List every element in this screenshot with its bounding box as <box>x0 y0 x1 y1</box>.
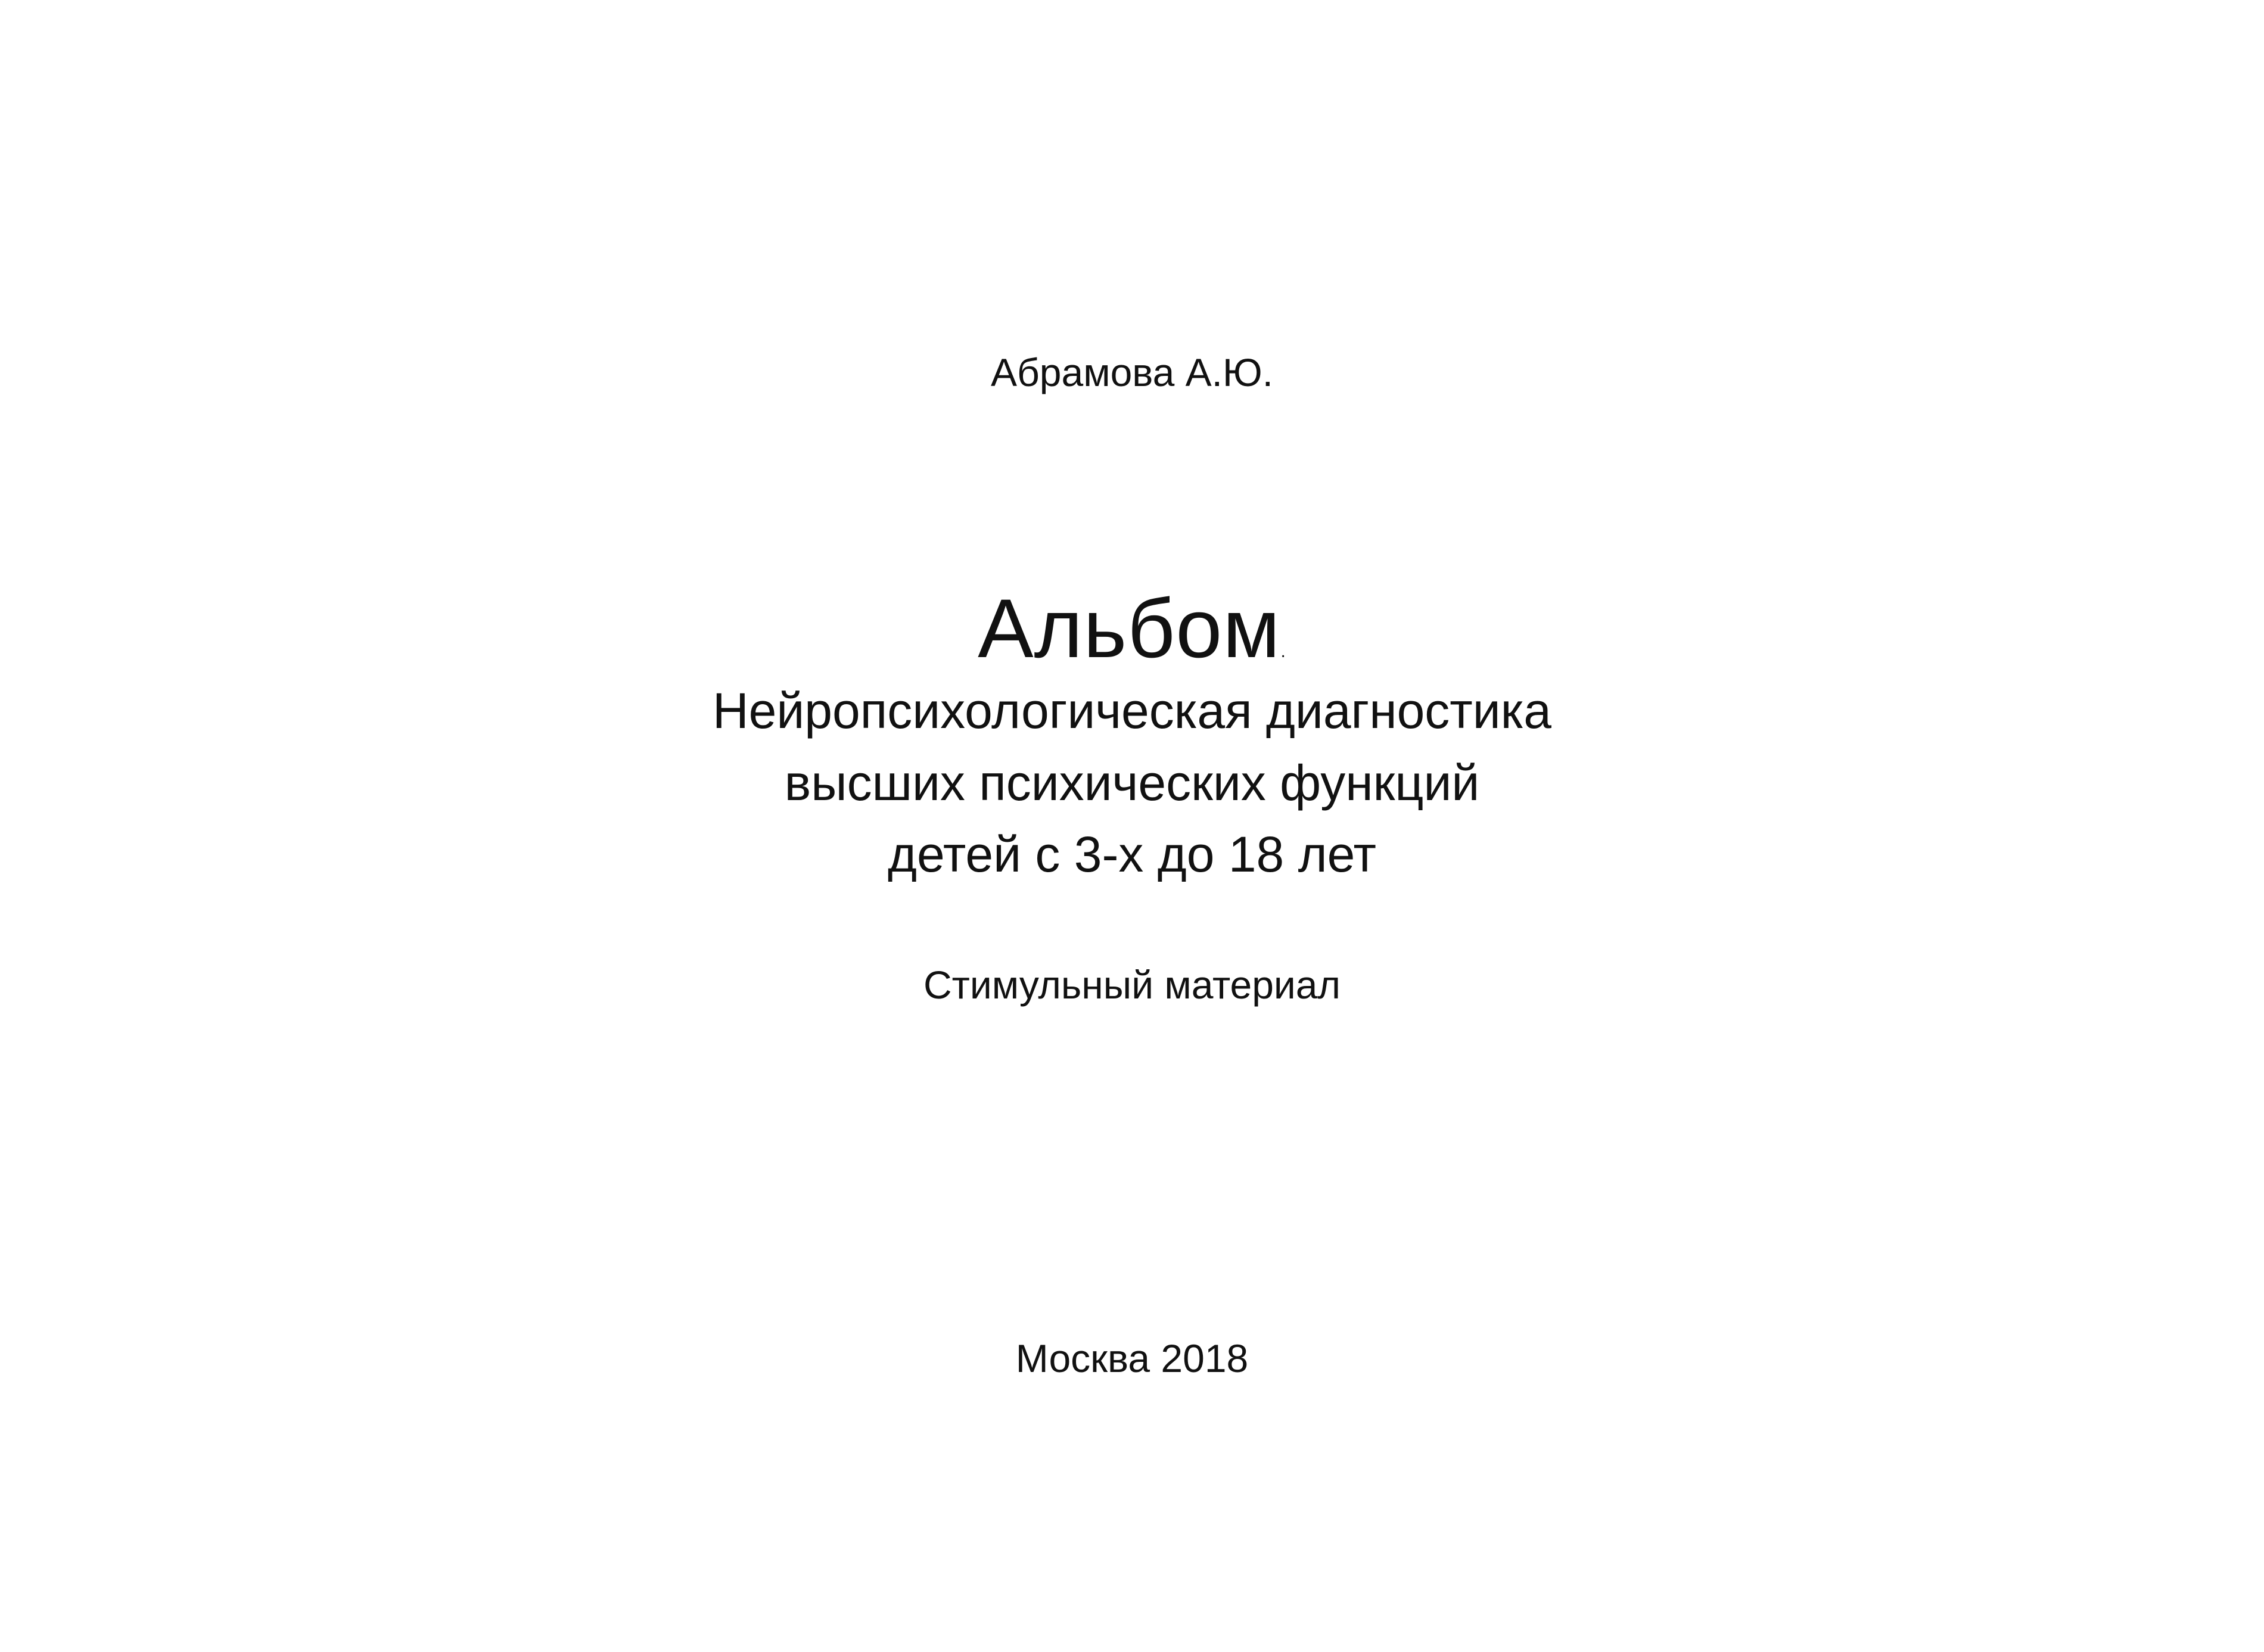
title-line-1: Нейропсихологическая диагностика <box>712 683 1552 739</box>
album-title <box>0 581 2264 675</box>
author-name: Абрамова А.Ю. <box>990 350 1274 394</box>
title-line-3: детей с 3-х до 18 лет <box>887 826 1377 882</box>
publication-place-year: Москва 2018 <box>1015 1336 1249 1380</box>
subtitle-stimulus-material: Стимульный материал <box>923 963 1341 1007</box>
album-title-suffix: . <box>1280 642 1286 661</box>
album-title-text: Альбом <box>978 581 1281 675</box>
title-line-2: высших психических функций <box>784 755 1480 811</box>
